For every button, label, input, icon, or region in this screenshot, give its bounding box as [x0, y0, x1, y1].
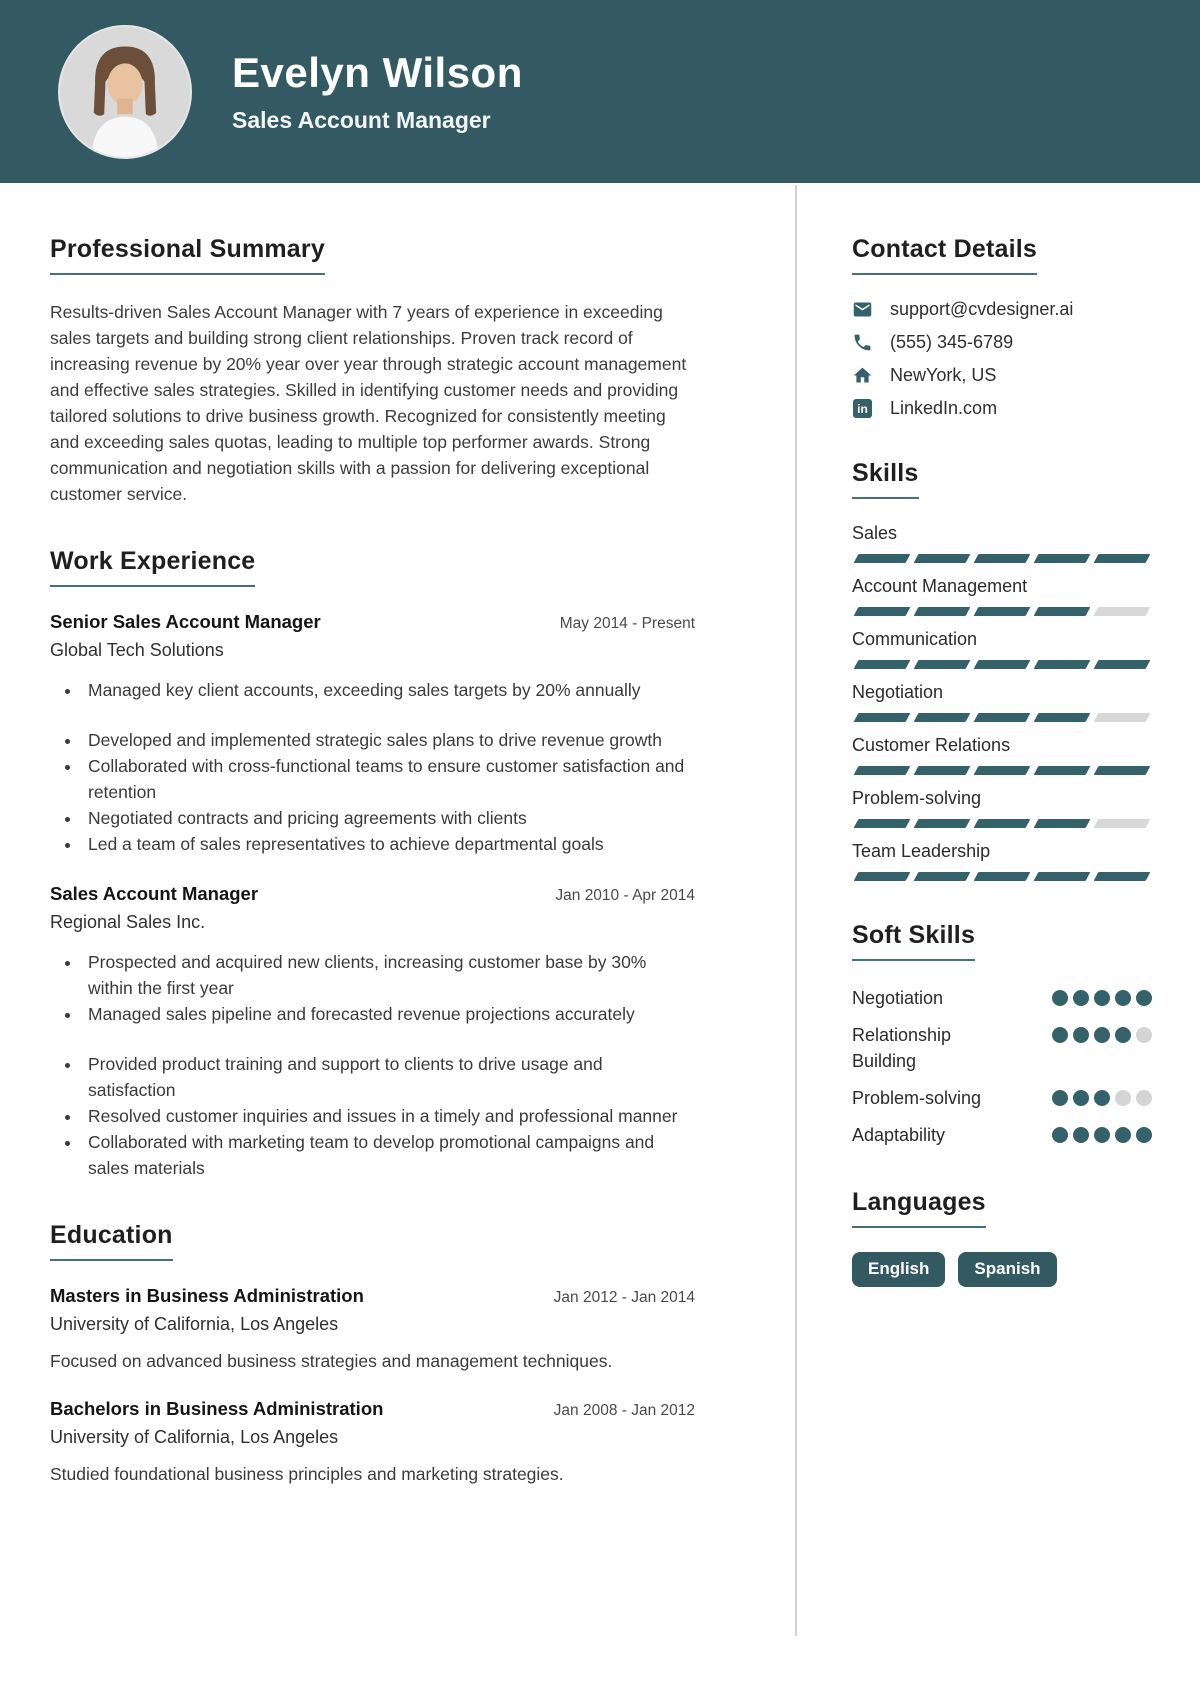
home-icon — [852, 365, 873, 386]
job-entry — [50, 611, 695, 857]
skill-name: Team Leadership — [852, 841, 991, 861]
soft-skill-item — [852, 985, 1152, 1011]
skills-heading: Skills — [852, 459, 919, 499]
job-company: Global Tech Solutions — [50, 640, 224, 660]
skill-bar-segment — [914, 819, 971, 828]
resume-body — [0, 183, 1200, 1684]
resume-header — [0, 0, 1200, 183]
skill-name: Problem-solving — [852, 788, 982, 808]
job-title: Sales Account Manager — [50, 883, 259, 904]
person-title: Sales Account Manager — [232, 107, 491, 133]
education-entry — [50, 1398, 695, 1487]
contact-phone: (555) 345-6789 — [890, 332, 1014, 352]
skill-bar-segment — [1094, 660, 1151, 669]
bullet-item: • Collaborated with cross-functional teams to ensure customer satisfaction and retention — [82, 753, 695, 805]
skill-bar-segment — [1034, 872, 1091, 881]
contact-row-location — [852, 365, 1152, 386]
column-divider — [795, 185, 797, 1636]
degree-description: Studied foundational business principles and marketing strategies. — [50, 1464, 564, 1484]
skill-bar-segment — [1094, 872, 1151, 881]
rating-dot — [1115, 1127, 1131, 1143]
rating-dot — [1073, 1090, 1089, 1106]
skill-item — [852, 629, 1152, 669]
side-column — [852, 183, 1152, 1684]
experience-heading: Work Experience — [50, 547, 255, 587]
languages-heading: Languages — [852, 1188, 986, 1228]
job-company: Regional Sales Inc. — [50, 912, 206, 932]
bullet-item: • Negotiated contracts and pricing agreements with clients — [82, 805, 695, 831]
skill-level-bar — [852, 554, 1152, 563]
rating-dot — [1136, 1027, 1152, 1043]
linkedin-icon — [852, 398, 873, 419]
skill-name: Customer Relations — [852, 735, 1011, 755]
skill-bar-segment — [974, 660, 1031, 669]
skill-item — [852, 841, 1152, 881]
skill-bar-segment — [1034, 713, 1091, 722]
skill-bar-segment — [1034, 607, 1091, 616]
rating-dot — [1073, 990, 1089, 1006]
rating-dot — [1094, 1127, 1110, 1143]
skill-item — [852, 576, 1152, 616]
contact-location: NewYork, US — [890, 365, 997, 385]
contact-email: support@cvdesigner.ai — [890, 299, 1074, 319]
skill-name: Communication — [852, 629, 978, 649]
skill-bar-segment — [974, 713, 1031, 722]
contact-row-linkedin — [852, 398, 1152, 419]
skill-level-bar — [852, 766, 1152, 775]
job-dates: Jan 2010 - Apr 2014 — [555, 887, 695, 904]
degree-name: Bachelors in Business Administration — [50, 1398, 384, 1419]
jobs-list — [50, 611, 695, 1181]
rating-dot — [1115, 1090, 1131, 1106]
skill-item — [852, 735, 1152, 775]
soft-skill-item — [852, 1122, 1152, 1148]
skill-bar-segment — [854, 607, 911, 616]
skill-bar-segment — [854, 660, 911, 669]
rating-dot — [1136, 990, 1152, 1006]
rating-dot — [1052, 1027, 1068, 1043]
skill-bar-segment — [974, 819, 1031, 828]
contact-heading: Contact Details — [852, 235, 1037, 275]
person-name: Evelyn Wilson — [232, 49, 523, 96]
rating-dot — [1052, 1090, 1068, 1106]
skill-bar-segment — [1094, 713, 1151, 722]
education-section — [50, 1221, 695, 1487]
main-column — [50, 183, 695, 1684]
skill-name: Negotiation — [852, 682, 944, 702]
rating-dot — [1094, 1027, 1110, 1043]
job-entry — [50, 883, 695, 1181]
skill-bar-segment — [914, 872, 971, 881]
skill-bar-segment — [854, 766, 911, 775]
experience-section — [50, 547, 695, 1181]
skill-bar-segment — [1034, 819, 1091, 828]
skill-bar-segment — [854, 713, 911, 722]
skill-bar-segment — [914, 713, 971, 722]
contact-row-email — [852, 299, 1152, 320]
contact-section — [852, 235, 1152, 419]
job-title: Senior Sales Account Manager — [50, 611, 321, 632]
skill-name: Account Management — [852, 576, 1028, 596]
skill-level-bar — [852, 819, 1152, 828]
contact-linkedin: LinkedIn.com — [890, 398, 998, 418]
contact-row-phone — [852, 332, 1152, 353]
bullet-item: • Prospected and acquired new clients, increasing customer base by 30% within the first year — [82, 949, 695, 1001]
degree-dates: Jan 2008 - Jan 2012 — [553, 1402, 695, 1419]
education-entry — [50, 1285, 695, 1374]
languages-section — [852, 1188, 1152, 1287]
summary-section — [50, 235, 695, 507]
soft-skills-section — [852, 921, 1152, 1148]
skill-item — [852, 523, 1152, 563]
skill-bar-segment — [854, 554, 911, 563]
skill-bar-segment — [1094, 607, 1151, 616]
language-pill: English — [852, 1252, 945, 1287]
rating-dot — [1052, 1127, 1068, 1143]
rating-dot — [1094, 990, 1110, 1006]
skill-bar-segment — [1034, 766, 1091, 775]
school-name: University of California, Los Angeles — [50, 1427, 339, 1447]
job-bullets — [50, 677, 695, 857]
skill-bar-segment — [914, 607, 971, 616]
bullet-item: • Developed and implemented strategic sales plans to drive revenue growth — [82, 727, 695, 753]
summary-heading: Professional Summary — [50, 235, 325, 275]
phone-icon — [852, 332, 873, 353]
rating-dot — [1073, 1027, 1089, 1043]
soft-skill-item — [852, 1085, 1152, 1111]
header-text — [232, 49, 523, 134]
skill-level-bar — [852, 660, 1152, 669]
soft-skill-name: Relationship Building — [852, 1025, 952, 1071]
avatar — [58, 25, 192, 159]
rating-dot — [1115, 990, 1131, 1006]
skill-item — [852, 682, 1152, 722]
skill-level-bar — [852, 713, 1152, 722]
avatar-portrait-image — [60, 27, 190, 157]
skill-bar-segment — [974, 607, 1031, 616]
job-dates: May 2014 - Present — [559, 615, 695, 632]
email-icon — [852, 299, 873, 320]
soft-skill-dots — [1052, 1022, 1152, 1043]
skill-bar-segment — [1034, 554, 1091, 563]
rating-dot — [1094, 1090, 1110, 1106]
skill-name: Sales — [852, 523, 898, 543]
job-bullets — [50, 949, 695, 1181]
skill-level-bar — [852, 872, 1152, 881]
summary-text: Results-driven Sales Account Manager with 7 years of experience in exceeding sales targets and building strong client relationships. Proven track record of increasing revenue by 20% year over year through strategic account management and effective sales strategies. Skilled in identifying customer needs and providing tailored solutions to drive business growth. Recognized for consistently meeting and exceeding sales quotas, leading to multiple top performer awards. Strong communication and negotiation skills with a passion for delivering exceptional customer service. — [50, 302, 687, 504]
education-heading: Education — [50, 1221, 173, 1261]
skill-bar-segment — [1034, 660, 1091, 669]
skill-item — [852, 788, 1152, 828]
skill-bar-segment — [974, 872, 1031, 881]
degree-dates: Jan 2012 - Jan 2014 — [553, 1289, 695, 1306]
language-pill: Spanish — [958, 1252, 1056, 1287]
skills-list — [852, 523, 1152, 881]
bullet-item: • Resolved customer inquiries and issues in a timely and professional manner — [82, 1103, 695, 1129]
soft-skills-heading: Soft Skills — [852, 921, 975, 961]
degree-name: Masters in Business Administration — [50, 1285, 364, 1306]
skill-bar-segment — [974, 554, 1031, 563]
soft-skill-dots — [1052, 1122, 1152, 1143]
skill-bar-segment — [914, 554, 971, 563]
skill-bar-segment — [914, 660, 971, 669]
soft-skill-name: Negotiation — [852, 988, 944, 1008]
skill-bar-segment — [1094, 766, 1151, 775]
skill-bar-segment — [1094, 819, 1151, 828]
bullet-item: • Managed sales pipeline and forecasted revenue projections accurately — [82, 1001, 695, 1027]
skills-section — [852, 459, 1152, 881]
bullet-item: • Collaborated with marketing team to develop promotional campaigns and sales materials — [82, 1129, 695, 1181]
school-name: University of California, Los Angeles — [50, 1314, 339, 1334]
soft-skill-dots — [1052, 985, 1152, 1006]
skill-bar-segment — [854, 819, 911, 828]
degree-description: Focused on advanced business strategies and management techniques. — [50, 1351, 613, 1371]
skill-bar-segment — [854, 872, 911, 881]
soft-skill-name: Problem-solving — [852, 1088, 982, 1108]
rating-dot — [1136, 1127, 1152, 1143]
soft-skills-list — [852, 985, 1152, 1148]
languages-list — [852, 1252, 1152, 1287]
skill-bar-segment — [974, 766, 1031, 775]
rating-dot — [1073, 1127, 1089, 1143]
soft-skill-item — [852, 1022, 1152, 1074]
rating-dot — [1115, 1027, 1131, 1043]
bullet-item: • Led a team of sales representatives to achieve departmental goals — [82, 831, 695, 857]
soft-skill-dots — [1052, 1085, 1152, 1106]
bullet-item: • Managed key client accounts, exceeding sales targets by 20% annually — [82, 677, 695, 703]
skill-bar-segment — [914, 766, 971, 775]
rating-dot — [1052, 990, 1068, 1006]
skill-level-bar — [852, 607, 1152, 616]
soft-skill-name: Adaptability — [852, 1125, 946, 1145]
skill-bar-segment — [1094, 554, 1151, 563]
bullet-item: • Provided product training and support to clients to drive usage and satisfaction — [82, 1051, 695, 1103]
rating-dot — [1136, 1090, 1152, 1106]
